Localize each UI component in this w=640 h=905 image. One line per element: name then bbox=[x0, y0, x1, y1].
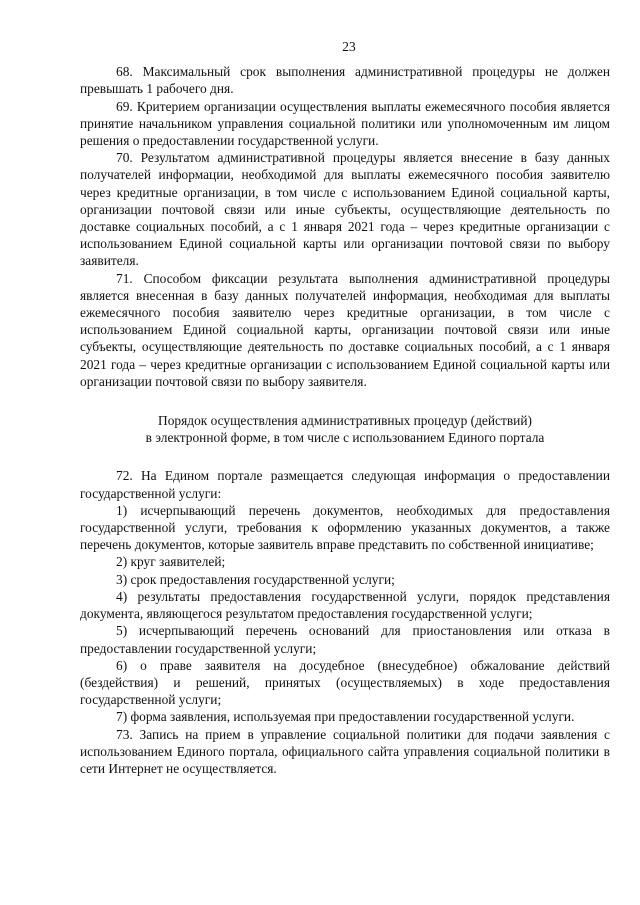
paragraph-71: 71. Способом фиксации результата выполнения административной процедуры является внесенная в базу данных получателей информация, необходимая для выплаты ежемесячного пособия заявителю через кредитные организации, в том числе с использованием Единой социальной карты, организации почтовой связи или иные субъекты, осуществляющие деятельность по доставке социальных пособий, а с 1 января 2021 года – через кредитные организации с использованием Единой социальной карты или организации почтовой связи по выбору заявителя. bbox=[80, 270, 610, 389]
list-item-1: 1) исчерпывающий перечень документов, необходимых для предоставления государственной услуги, требования к оформлению указанных документов, а также перечень документов, которые заявитель вправе представить по собственной инициативе; bbox=[80, 502, 610, 553]
paragraph-68: 68. Максимальный срок выполнения административной процедуры не должен превышать 1 рабочего дня. bbox=[80, 64, 610, 97]
section-heading bbox=[80, 412, 610, 446]
paragraph-72: 72. На Едином портале размещается следующая информация о предоставлении государственной услуги: bbox=[80, 468, 610, 501]
paragraph-69: 69. Критерием организации осуществления выплаты ежемесячного пособия является принятие начальником управления социальной политики или уполномоченным им лицом решения о предоставлении государственной услуги. bbox=[80, 98, 610, 149]
list-item-2: 2) круг заявителей; bbox=[116, 554, 226, 570]
page-number: 23 bbox=[342, 39, 356, 54]
list-item-3: 3) срок предоставления государственной услуги; bbox=[116, 571, 395, 587]
section-heading-line-2: в электронной форме, в том числе с использованием Единого портала bbox=[145, 430, 545, 446]
section-heading-line-1: Порядок осуществления административных процедур (действий) bbox=[158, 413, 532, 429]
list-item-4: 4) результаты предоставления государственной услуги, порядок представления документа, являющегося результатом предоставления государственной услуги; bbox=[80, 588, 610, 622]
list-item-6: 6) о праве заявителя на досудебное (внесудебное) обжалование действий (бездействия) и решений, принятых (осуществляемых) в ходе предоставления государственной услуги; bbox=[80, 657, 610, 708]
paragraph-70: 70. Результатом административной процедуры является внесение в базу данных получателей информации, необходимой для выплаты ежемесячного пособия заявителю через кредитные организации, в том числе с использованием Единой социальной карты, организации почтовой связи или иные субъекты, осуществляющие деятельность по доставке социальных пособий, а с 1 января 2021 года – через кредитные организации с использованием Единой социальной карты или организации почтовой связи по выбору заявителя. bbox=[80, 150, 610, 269]
paragraph-73: 73. Запись на прием в управление социальной политики для подачи заявления с использованием Единого портала, официального сайта управления социальной политики в сети Интернет не осуществляется. bbox=[80, 726, 610, 776]
list-item-7: 7) форма заявления, используемая при предоставлении государственной услуги. bbox=[116, 709, 575, 725]
list-item-5: 5) исчерпывающий перечень оснований для приостановления или отказа в предоставлении государственной услуги; bbox=[80, 623, 610, 656]
